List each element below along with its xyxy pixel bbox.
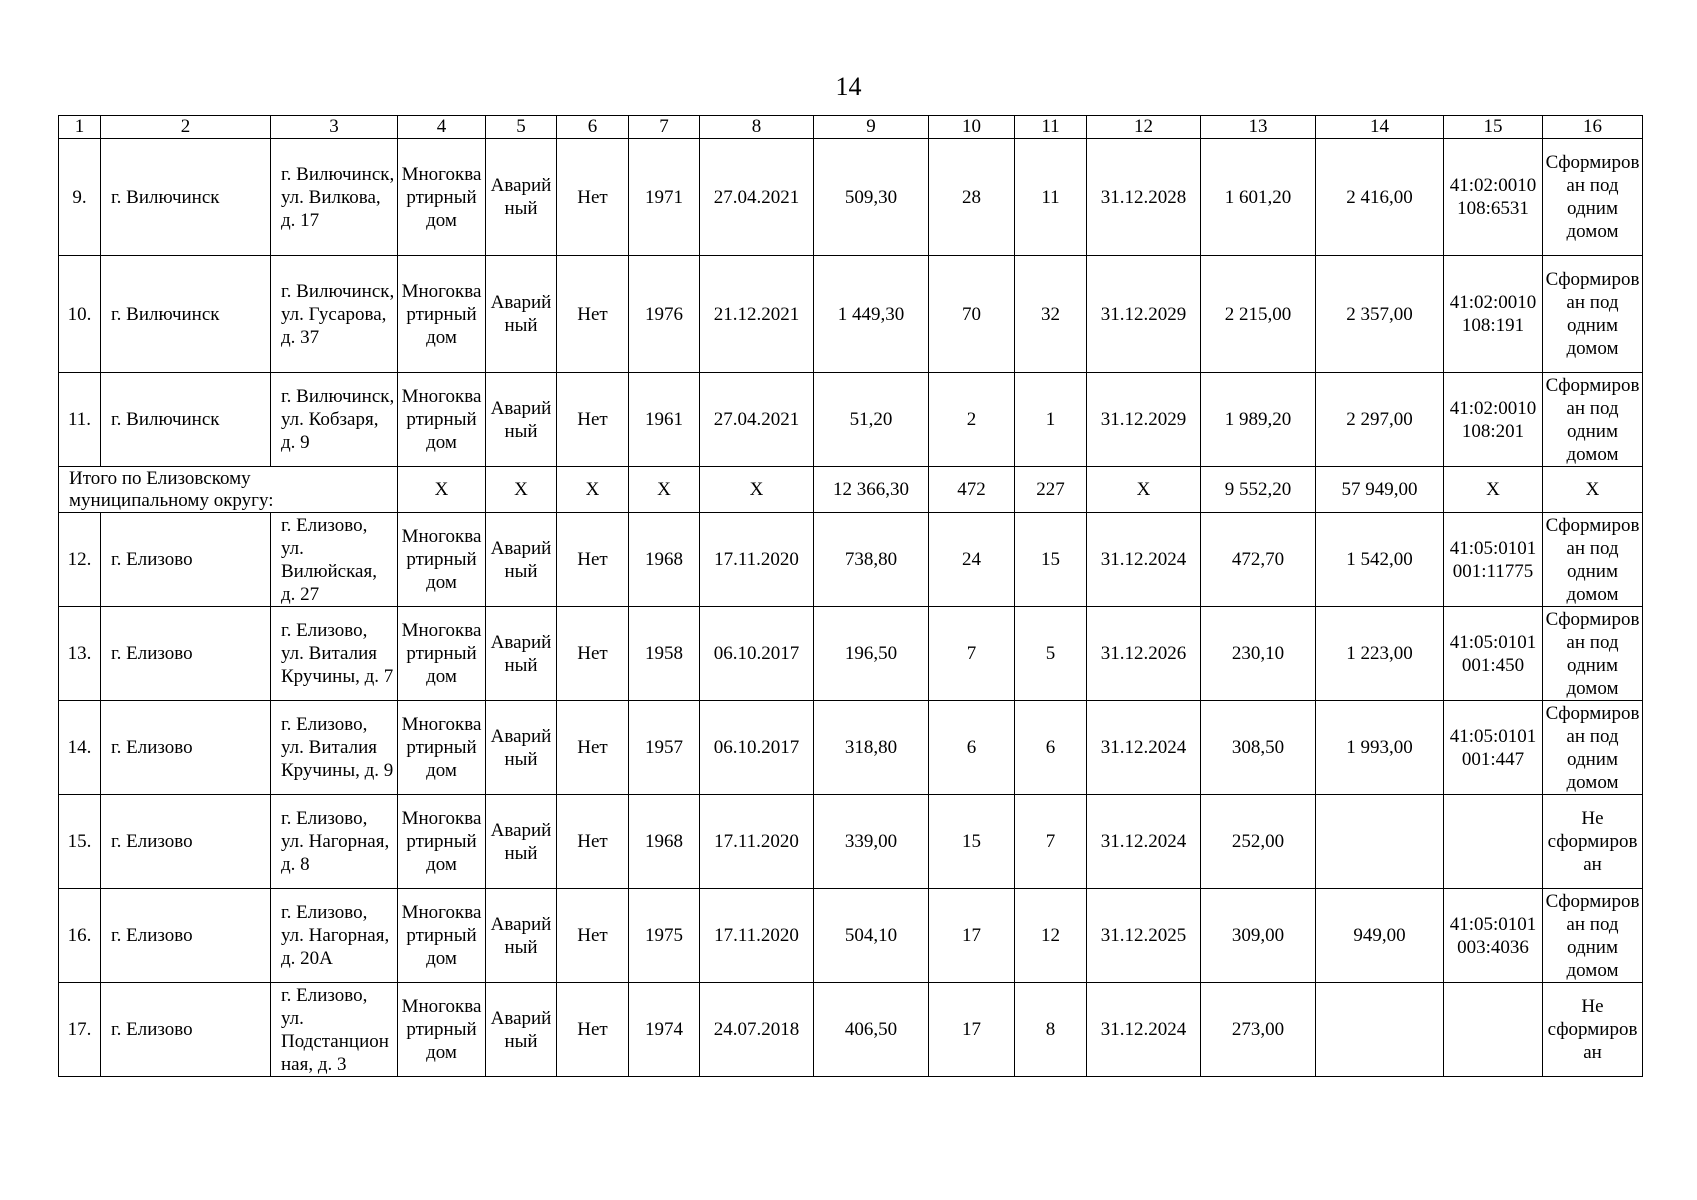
table-cell: Сформирован под одним домом bbox=[1543, 256, 1643, 373]
table-cell: Многоквартирный дом bbox=[398, 139, 486, 256]
table-cell: Нет bbox=[557, 795, 629, 889]
table-cell bbox=[1316, 983, 1444, 1077]
table-cell: 339,00 bbox=[814, 795, 929, 889]
table-cell: 406,50 bbox=[814, 983, 929, 1077]
table-cell: 06.10.2017 bbox=[700, 701, 814, 795]
table-cell: г. Елизово, ул. Подстанционная, д. 3 bbox=[271, 983, 398, 1077]
table-cell: 738,80 bbox=[814, 513, 929, 607]
total-cell: Х bbox=[1543, 467, 1643, 513]
column-number-cell: 13 bbox=[1201, 116, 1316, 139]
table-cell: 309,00 bbox=[1201, 889, 1316, 983]
table-cell: Аварийный bbox=[486, 373, 557, 467]
table-cell: Нет bbox=[557, 513, 629, 607]
table-cell: 28 bbox=[929, 139, 1015, 256]
table-cell: 11 bbox=[1015, 139, 1087, 256]
total-cell: 227 bbox=[1015, 467, 1087, 513]
table-cell: г. Вилючинск bbox=[101, 256, 271, 373]
table-cell: 31.12.2024 bbox=[1087, 701, 1201, 795]
table-cell: 1968 bbox=[629, 513, 700, 607]
table-cell: 41:02:0010108:6531 bbox=[1444, 139, 1543, 256]
emergency-housing-table bbox=[58, 115, 1643, 1077]
table-cell: 51,20 bbox=[814, 373, 929, 467]
table-cell: Многоквартирный дом bbox=[398, 795, 486, 889]
table-cell: 41:02:0010108:191 bbox=[1444, 256, 1543, 373]
table-cell: 5 bbox=[1015, 607, 1087, 701]
table-cell: 41:02:0010108:201 bbox=[1444, 373, 1543, 467]
table-cell: 1 989,20 bbox=[1201, 373, 1316, 467]
column-number-row bbox=[59, 116, 1643, 139]
column-number-cell: 14 bbox=[1316, 116, 1444, 139]
table-cell: Аварийный bbox=[486, 795, 557, 889]
column-number-cell: 9 bbox=[814, 116, 929, 139]
table-body bbox=[59, 116, 1643, 1077]
table-cell: 6 bbox=[1015, 701, 1087, 795]
table-cell: 17 bbox=[929, 889, 1015, 983]
column-number-cell: 3 bbox=[271, 116, 398, 139]
table-cell: 252,00 bbox=[1201, 795, 1316, 889]
table-cell: 6 bbox=[929, 701, 1015, 795]
table-cell: 196,50 bbox=[814, 607, 929, 701]
table-cell: 949,00 bbox=[1316, 889, 1444, 983]
table-cell: 2 215,00 bbox=[1201, 256, 1316, 373]
table-cell: 472,70 bbox=[1201, 513, 1316, 607]
table-cell: 27.04.2021 bbox=[700, 373, 814, 467]
table-cell: 31.12.2025 bbox=[1087, 889, 1201, 983]
table-cell: 1968 bbox=[629, 795, 700, 889]
table-cell: Сформирован под одним домом bbox=[1543, 889, 1643, 983]
table-cell: 32 bbox=[1015, 256, 1087, 373]
table-cell: 06.10.2017 bbox=[700, 607, 814, 701]
total-cell: Х bbox=[1444, 467, 1543, 513]
table-cell: г. Вилючинск bbox=[101, 139, 271, 256]
table-cell: 9. bbox=[59, 139, 101, 256]
page-number: 14 bbox=[835, 72, 862, 101]
table-cell: Многоквартирный дом bbox=[398, 256, 486, 373]
table-cell: 17. bbox=[59, 983, 101, 1077]
column-number-cell: 7 bbox=[629, 116, 700, 139]
table-cell: 41:05:0101001:447 bbox=[1444, 701, 1543, 795]
table-cell: 10. bbox=[59, 256, 101, 373]
table-cell: Сформирован под одним домом bbox=[1543, 139, 1643, 256]
table-cell: г. Елизово bbox=[101, 889, 271, 983]
table-cell: г. Вилючинск, ул. Вилкова, д. 17 bbox=[271, 139, 398, 256]
table-cell: 31.12.2024 bbox=[1087, 513, 1201, 607]
table-cell bbox=[1444, 983, 1543, 1077]
table-cell: 17.11.2020 bbox=[700, 795, 814, 889]
table-row bbox=[59, 983, 1643, 1077]
total-cell: Х bbox=[1087, 467, 1201, 513]
table-cell: Аварийный bbox=[486, 701, 557, 795]
table-cell: 31.12.2024 bbox=[1087, 983, 1201, 1077]
table-cell: 1 223,00 bbox=[1316, 607, 1444, 701]
table-cell: 1 449,30 bbox=[814, 256, 929, 373]
table-cell: 2 357,00 bbox=[1316, 256, 1444, 373]
table-cell: Нет bbox=[557, 139, 629, 256]
table-cell: 70 bbox=[929, 256, 1015, 373]
table-cell bbox=[1444, 795, 1543, 889]
table-row bbox=[59, 701, 1643, 795]
table-cell: Аварийный bbox=[486, 256, 557, 373]
table-cell: 1974 bbox=[629, 983, 700, 1077]
table-cell: 41:05:0101001:450 bbox=[1444, 607, 1543, 701]
column-number-cell: 12 bbox=[1087, 116, 1201, 139]
table-cell: 2 bbox=[929, 373, 1015, 467]
table-cell: Сформирован под одним домом bbox=[1543, 513, 1643, 607]
table-cell: 318,80 bbox=[814, 701, 929, 795]
table-cell: г. Елизово bbox=[101, 701, 271, 795]
table-cell: 31.12.2029 bbox=[1087, 256, 1201, 373]
table-cell: г. Елизово, ул. Нагорная, д. 8 bbox=[271, 795, 398, 889]
table-cell: Сформирован под одним домом bbox=[1543, 373, 1643, 467]
table-cell: Нет bbox=[557, 983, 629, 1077]
table-cell: Сформирован под одним домом bbox=[1543, 607, 1643, 701]
table-cell: 1 993,00 bbox=[1316, 701, 1444, 795]
table-cell: 8 bbox=[1015, 983, 1087, 1077]
table-cell: 27.04.2021 bbox=[700, 139, 814, 256]
column-number-cell: 2 bbox=[101, 116, 271, 139]
table-cell: 1971 bbox=[629, 139, 700, 256]
table-cell: 31.12.2024 bbox=[1087, 795, 1201, 889]
column-number-cell: 1 bbox=[59, 116, 101, 139]
table-cell: Многоквартирный дом bbox=[398, 373, 486, 467]
total-cell: 57 949,00 bbox=[1316, 467, 1444, 513]
table-cell: 12 bbox=[1015, 889, 1087, 983]
table-cell: 13. bbox=[59, 607, 101, 701]
table-cell: Аварийный bbox=[486, 607, 557, 701]
table-cell: 2 297,00 bbox=[1316, 373, 1444, 467]
table-cell: 17 bbox=[929, 983, 1015, 1077]
table-cell: Многоквартирный дом bbox=[398, 983, 486, 1077]
table-cell: 16. bbox=[59, 889, 101, 983]
table-row bbox=[59, 607, 1643, 701]
table-cell: г. Елизово, ул. Виталия Кручины, д. 7 bbox=[271, 607, 398, 701]
total-cell: Х bbox=[398, 467, 486, 513]
column-number-cell: 6 bbox=[557, 116, 629, 139]
total-cell: 9 552,20 bbox=[1201, 467, 1316, 513]
total-cell: 12 366,30 bbox=[814, 467, 929, 513]
table-cell: 41:05:0101001:11775 bbox=[1444, 513, 1543, 607]
table-cell: 308,50 bbox=[1201, 701, 1316, 795]
table-cell: 17.11.2020 bbox=[700, 513, 814, 607]
table-cell: 1 542,00 bbox=[1316, 513, 1444, 607]
table-cell: 15. bbox=[59, 795, 101, 889]
table-cell: 1961 bbox=[629, 373, 700, 467]
table-cell: Не сформирован bbox=[1543, 795, 1643, 889]
table-cell: 14. bbox=[59, 701, 101, 795]
table-row bbox=[59, 256, 1643, 373]
table-row bbox=[59, 139, 1643, 256]
table-row bbox=[59, 889, 1643, 983]
table-cell: г. Елизово bbox=[101, 795, 271, 889]
table-cell: 12. bbox=[59, 513, 101, 607]
table-cell: Нет bbox=[557, 889, 629, 983]
table-cell: 24.07.2018 bbox=[700, 983, 814, 1077]
table-cell: Многоквартирный дом bbox=[398, 607, 486, 701]
total-cell: Х bbox=[486, 467, 557, 513]
table-cell: г. Елизово bbox=[101, 607, 271, 701]
table-cell: Нет bbox=[557, 701, 629, 795]
table-cell: 230,10 bbox=[1201, 607, 1316, 701]
total-cell: Х bbox=[557, 467, 629, 513]
table-cell: Нет bbox=[557, 256, 629, 373]
table-cell: г. Елизово, ул. Вилюйская, д. 27 bbox=[271, 513, 398, 607]
column-number-cell: 11 bbox=[1015, 116, 1087, 139]
table-cell: г. Елизово, ул. Нагорная, д. 20А bbox=[271, 889, 398, 983]
total-cell: 472 bbox=[929, 467, 1015, 513]
table-cell: 15 bbox=[1015, 513, 1087, 607]
table-cell: г. Вилючинск bbox=[101, 373, 271, 467]
table-cell: г. Елизово, ул. Виталия Кручины, д. 9 bbox=[271, 701, 398, 795]
table-cell: г. Елизово bbox=[101, 513, 271, 607]
table-cell: Многоквартирный дом bbox=[398, 889, 486, 983]
table-cell: 15 bbox=[929, 795, 1015, 889]
column-number-cell: 8 bbox=[700, 116, 814, 139]
table-row bbox=[59, 795, 1643, 889]
table-cell: Многоквартирный дом bbox=[398, 513, 486, 607]
table-cell: 1976 bbox=[629, 256, 700, 373]
table-cell: 7 bbox=[929, 607, 1015, 701]
table-cell: 11. bbox=[59, 373, 101, 467]
table-cell: г. Вилючинск, ул. Гусарова, д. 37 bbox=[271, 256, 398, 373]
total-cell: Х bbox=[700, 467, 814, 513]
table-cell: 1975 bbox=[629, 889, 700, 983]
table-cell: 509,30 bbox=[814, 139, 929, 256]
table-cell: 31.12.2028 bbox=[1087, 139, 1201, 256]
table-cell: Многоквартирный дом bbox=[398, 701, 486, 795]
table-cell: Нет bbox=[557, 373, 629, 467]
table-cell: 41:05:0101003:4036 bbox=[1444, 889, 1543, 983]
column-number-cell: 4 bbox=[398, 116, 486, 139]
table-cell: 7 bbox=[1015, 795, 1087, 889]
table-cell: 1 bbox=[1015, 373, 1087, 467]
total-cell: Х bbox=[629, 467, 700, 513]
table-cell: г. Елизово bbox=[101, 983, 271, 1077]
table-cell: 273,00 bbox=[1201, 983, 1316, 1077]
total-row bbox=[59, 467, 1643, 513]
table-cell: 504,10 bbox=[814, 889, 929, 983]
table-cell: г. Вилючинск, ул. Кобзаря, д. 9 bbox=[271, 373, 398, 467]
table-cell: 31.12.2026 bbox=[1087, 607, 1201, 701]
total-label: Итого по Елизовскому муниципальному округу: bbox=[59, 467, 398, 513]
table-cell: 21.12.2021 bbox=[700, 256, 814, 373]
table-cell: Нет bbox=[557, 607, 629, 701]
table-cell: Не сформирован bbox=[1543, 983, 1643, 1077]
table-cell: Аварийный bbox=[486, 139, 557, 256]
table-row bbox=[59, 373, 1643, 467]
table-cell: 1958 bbox=[629, 607, 700, 701]
column-number-cell: 5 bbox=[486, 116, 557, 139]
table-row bbox=[59, 513, 1643, 607]
table-cell: 17.11.2020 bbox=[700, 889, 814, 983]
table-cell: 24 bbox=[929, 513, 1015, 607]
table-cell: 1957 bbox=[629, 701, 700, 795]
column-number-cell: 10 bbox=[929, 116, 1015, 139]
table-cell: 1 601,20 bbox=[1201, 139, 1316, 256]
column-number-cell: 15 bbox=[1444, 116, 1543, 139]
table-cell: Аварийный bbox=[486, 983, 557, 1077]
table-cell bbox=[1316, 795, 1444, 889]
table-cell: Сформирован под одним домом bbox=[1543, 701, 1643, 795]
table-cell: 31.12.2029 bbox=[1087, 373, 1201, 467]
table-cell: Аварийный bbox=[486, 889, 557, 983]
table-cell: Аварийный bbox=[486, 513, 557, 607]
table-cell: 2 416,00 bbox=[1316, 139, 1444, 256]
column-number-cell: 16 bbox=[1543, 116, 1643, 139]
